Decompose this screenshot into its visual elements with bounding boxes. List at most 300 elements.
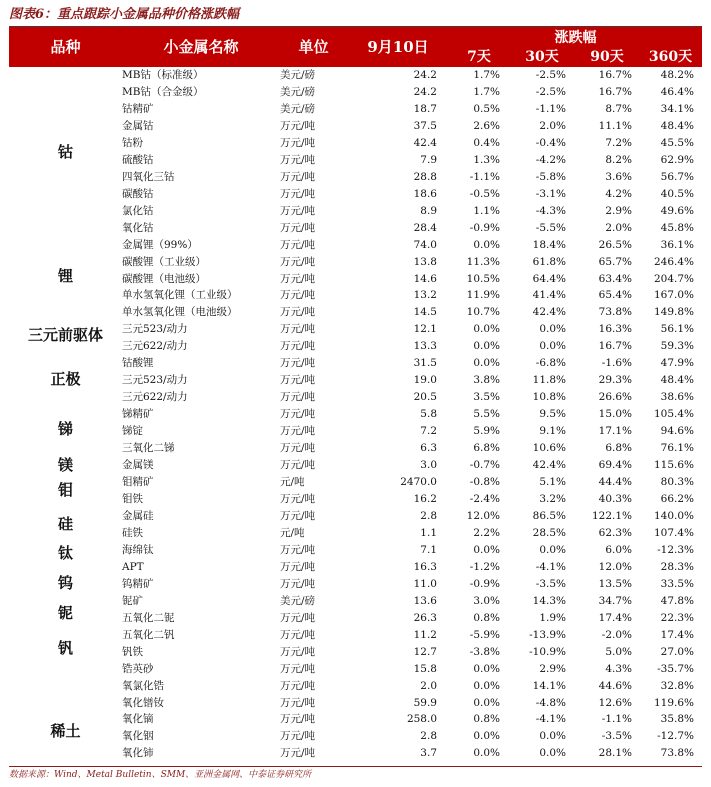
price: 6.3 (420, 442, 437, 455)
unit: 万元/吨 (280, 221, 316, 234)
change-30d: 42.4% (532, 459, 566, 472)
change-90d: 44.6% (598, 679, 632, 692)
change-7d: 10.5% (466, 272, 500, 285)
change-90d: 6.8% (605, 442, 632, 455)
table-row (9, 254, 702, 271)
change-360d: 47.8% (660, 594, 694, 607)
unit: 万元/吨 (280, 153, 316, 166)
change-7d: 3.0% (473, 594, 500, 607)
unit: 万元/吨 (280, 730, 316, 743)
change-7d: 2.6% (473, 119, 500, 132)
unit: 万元/吨 (280, 493, 316, 505)
price: 28.4 (413, 221, 437, 234)
metal-name: 五氧化二铌 (122, 611, 175, 624)
unit: 万元/吨 (280, 357, 316, 370)
change-90d: 29.3% (598, 374, 632, 387)
change-360d: 45.5% (660, 136, 694, 149)
header-price-date: 9月10日 (367, 38, 429, 56)
category-rare-earth: 稀土 (50, 722, 81, 740)
change-360d: 140.0% (653, 509, 694, 522)
metal-name: 碳酸钴 (122, 187, 154, 200)
unit: 万元/吨 (280, 543, 316, 556)
change-7d: 1.7% (473, 69, 500, 81)
change-360d: 32.8% (660, 679, 694, 692)
metal-name: 钴粉 (122, 136, 143, 149)
change-7d: 0.0% (473, 730, 500, 743)
unit: 万元/吨 (280, 577, 316, 590)
change-7d: -0.9% (469, 577, 500, 590)
price: 13.6 (413, 594, 437, 607)
change-90d: 4.3% (605, 662, 632, 675)
price: 258.0 (406, 713, 437, 726)
table-row (9, 237, 702, 254)
change-30d: -10.9% (529, 645, 566, 658)
change-7d: -0.9% (469, 221, 500, 234)
table-row (9, 508, 702, 525)
change-7d: 0.0% (473, 238, 500, 251)
change-90d: 122.1% (591, 509, 632, 522)
change-30d: -4.8% (535, 696, 566, 709)
change-7d: 12.0% (466, 509, 500, 522)
change-7d: 0.0% (473, 543, 500, 556)
table-row (9, 644, 702, 661)
change-360d: 56.1% (660, 323, 694, 336)
price: 2.0 (420, 679, 437, 692)
change-90d: 44.4% (598, 476, 632, 489)
table-row (9, 440, 702, 457)
change-360d: 167.0% (653, 289, 694, 302)
change-7d: -0.8% (469, 476, 500, 489)
metal-name: 钨精矿 (122, 577, 154, 590)
unit: 万元/吨 (280, 509, 316, 522)
table-row (9, 678, 702, 695)
change-30d: 18.4% (532, 238, 566, 251)
change-30d: 42.4% (532, 306, 566, 319)
metal-name: 碳酸锂（电池级） (122, 272, 206, 285)
table-row (9, 203, 702, 220)
metal-name: 碳酸锂（工业级） (122, 255, 206, 268)
metal-name: 氧化镨钕 (122, 696, 164, 709)
change-30d: -4.3% (535, 204, 566, 217)
change-90d: -3.5% (601, 730, 632, 743)
change-30d: 2.0% (539, 119, 566, 132)
change-360d: 36.1% (660, 238, 694, 251)
table-row (9, 169, 702, 186)
change-7d: 1.1% (473, 204, 500, 217)
metal-name: 硫酸钴 (122, 153, 154, 166)
price: 16.3 (413, 560, 437, 573)
change-7d: 11.9% (466, 289, 500, 302)
header-category: 品种 (50, 38, 81, 56)
metal-name: APT (122, 560, 144, 573)
change-360d: 66.2% (660, 493, 694, 505)
metal-name: 单水氢氧化锂（工业级） (122, 289, 238, 302)
change-30d: 9.5% (539, 408, 566, 421)
change-360d: 105.4% (653, 408, 694, 421)
change-30d: 0.0% (539, 340, 566, 353)
table-row (9, 695, 702, 712)
change-360d: 17.4% (660, 628, 694, 641)
change-90d: 63.4% (598, 272, 632, 285)
change-7d: -5.9% (469, 628, 500, 641)
change-7d: 0.8% (473, 713, 500, 726)
metal-name: 氧化铈 (122, 747, 154, 760)
change-30d: 5.1% (539, 476, 566, 489)
change-7d: 1.7% (473, 85, 500, 98)
change-30d: 2.9% (539, 662, 566, 675)
change-7d: 5.9% (473, 425, 500, 438)
header-change: 涨跌幅 (554, 30, 597, 46)
change-30d: -5.5% (535, 221, 566, 234)
category-cathode: 正极 (50, 370, 81, 388)
table-row (9, 84, 702, 101)
change-30d: -6.8% (535, 357, 566, 370)
header-name: 小金属名称 (163, 38, 239, 56)
change-90d: -2.0% (601, 628, 632, 641)
change-360d: 40.5% (660, 187, 694, 200)
price: 7.9 (420, 153, 437, 166)
change-30d: -4.2% (535, 153, 566, 166)
price: 28.8 (413, 170, 437, 183)
change-360d: -12.7% (657, 730, 694, 743)
change-90d: 17.1% (598, 425, 632, 438)
table-row (9, 186, 702, 203)
unit: 元/吨 (280, 526, 305, 539)
change-30d: -3.5% (535, 577, 566, 590)
change-7d: 2.2% (473, 526, 500, 539)
unit: 万元/吨 (280, 272, 316, 285)
table-row (9, 491, 702, 508)
unit: 万元/吨 (280, 442, 316, 455)
change-30d: -1.1% (535, 102, 566, 115)
change-360d: 204.7% (653, 272, 694, 285)
metal-name: 氧化钴 (122, 221, 154, 234)
price: 18.6 (413, 187, 437, 200)
category-molybdenum: 钼 (57, 481, 73, 499)
price: 11.0 (413, 577, 437, 590)
category-vanadium: 钒 (57, 639, 73, 657)
change-7d: 0.0% (473, 357, 500, 370)
price: 8.9 (420, 204, 437, 217)
metal-name: 钼铁 (122, 493, 143, 505)
change-7d: 6.8% (473, 442, 500, 455)
change-7d: -0.5% (469, 187, 500, 200)
metal-name: 硅铁 (122, 526, 143, 539)
change-360d: 119.6% (653, 696, 694, 709)
table-row (9, 610, 702, 627)
price: 24.2 (413, 69, 437, 81)
unit: 万元/吨 (280, 747, 316, 760)
header-unit: 单位 (298, 38, 329, 56)
change-360d: 33.5% (660, 577, 694, 590)
change-30d: 61.8% (532, 255, 566, 268)
change-30d: -2.5% (535, 85, 566, 98)
metal-name: 氧化铟 (122, 730, 154, 743)
change-90d: 3.6% (605, 170, 632, 183)
price: 15.8 (413, 662, 437, 675)
unit: 万元/吨 (280, 119, 316, 132)
change-90d: -1.6% (601, 357, 632, 370)
category-tungsten: 钨 (57, 574, 73, 592)
unit: 元/吨 (280, 476, 305, 489)
header-7d: 7天 (467, 49, 491, 65)
unit: 万元/吨 (280, 425, 316, 438)
change-90d: 40.3% (598, 493, 632, 505)
metal-name: 锑锭 (122, 425, 143, 438)
metal-name: 海绵钛 (122, 543, 154, 556)
unit: 万元/吨 (280, 645, 316, 658)
metal-name: 钒铁 (122, 645, 143, 658)
change-360d: 48.4% (660, 374, 694, 387)
price: 14.6 (413, 272, 437, 285)
change-90d: 6.0% (605, 543, 632, 556)
metal-name: 五氧化二钒 (122, 628, 175, 641)
unit: 万元/吨 (280, 408, 316, 421)
change-7d: 0.8% (473, 611, 500, 624)
change-90d: 73.8% (598, 306, 632, 319)
table-row (9, 135, 702, 152)
category-magnesium: 镁 (57, 456, 73, 474)
metal-name: 三元523/动力 (122, 323, 188, 336)
change-360d: -35.7% (657, 662, 694, 675)
unit: 万元/吨 (280, 459, 316, 472)
metal-name: MB钴（标准级） (122, 69, 204, 81)
change-30d: -13.9% (529, 628, 566, 641)
metal-name: 锑精矿 (122, 408, 154, 421)
change-90d: 26.5% (598, 238, 632, 251)
change-360d: 149.8% (653, 306, 694, 319)
change-90d: 34.7% (598, 594, 632, 607)
change-90d: 65.4% (598, 289, 632, 302)
price: 31.5 (413, 357, 437, 370)
change-360d: 35.8% (660, 713, 694, 726)
change-360d: 115.6% (653, 459, 694, 472)
change-7d: 5.5% (473, 408, 500, 421)
price: 13.3 (413, 340, 437, 353)
metal-name: 金属硅 (122, 509, 154, 522)
unit: 万元/吨 (280, 560, 316, 573)
metal-name: 三氧化二锑 (122, 442, 175, 455)
price: 7.2 (420, 425, 437, 438)
table-row (9, 525, 702, 542)
change-90d: 65.7% (598, 255, 632, 268)
change-360d: 62.9% (660, 153, 694, 166)
unit: 万元/吨 (280, 204, 316, 217)
change-90d: 15.0% (598, 408, 632, 421)
table-row (9, 220, 702, 237)
change-7d: 11.3% (466, 255, 500, 268)
price: 5.8 (420, 408, 437, 421)
table-row (9, 661, 702, 678)
change-7d: 3.5% (473, 391, 500, 404)
metal-name: 三元622/动力 (122, 391, 188, 404)
table-header (9, 28, 702, 67)
change-90d: 12.0% (598, 560, 632, 573)
change-7d: 1.3% (473, 153, 500, 166)
change-7d: -3.8% (469, 645, 500, 658)
price: 13.8 (413, 255, 437, 268)
change-90d: 17.4% (598, 611, 632, 624)
unit: 万元/吨 (280, 391, 316, 404)
change-30d: -0.4% (535, 136, 566, 149)
price: 13.2 (413, 289, 437, 302)
unit: 万元/吨 (280, 679, 316, 692)
unit: 美元/磅 (280, 102, 316, 115)
table-row (9, 287, 702, 304)
change-360d: 73.8% (660, 747, 694, 760)
unit: 万元/吨 (280, 374, 316, 387)
change-360d: 28.3% (660, 560, 694, 573)
unit: 万元/吨 (280, 306, 316, 319)
change-7d: 0.0% (473, 323, 500, 336)
change-30d: -4.1% (535, 713, 566, 726)
change-360d: 22.3% (660, 611, 694, 624)
change-90d: 16.7% (598, 85, 632, 98)
change-7d: 0.0% (473, 662, 500, 675)
unit: 万元/吨 (280, 340, 316, 353)
change-30d: 10.8% (532, 391, 566, 404)
category-silicon: 硅 (57, 515, 73, 533)
price: 2.8 (420, 509, 437, 522)
table-row (9, 745, 702, 762)
table-row (9, 372, 702, 389)
unit: 万元/吨 (280, 696, 316, 709)
table-row (9, 101, 702, 118)
metal-name: 金属锂（99%） (122, 238, 198, 251)
source-note: 数据来源：Wind、Metal Bulletin、SMM、亚洲金属网、中泰证券研究所 (9, 770, 312, 780)
change-30d: 9.1% (539, 425, 566, 438)
price: 59.9 (413, 696, 437, 709)
price: 20.5 (413, 391, 437, 404)
change-7d: 0.0% (473, 679, 500, 692)
metal-name: 钼精矿 (122, 476, 154, 489)
change-360d: 48.4% (660, 119, 694, 132)
change-360d: 246.4% (653, 255, 694, 268)
change-30d: 10.6% (532, 442, 566, 455)
category-ternary-precursor: 三元前驱体 (27, 326, 103, 344)
table-row (9, 67, 702, 84)
price: 24.2 (413, 85, 437, 98)
table-row (9, 593, 702, 610)
category-lithium: 锂 (57, 267, 73, 285)
unit: 万元/吨 (280, 662, 316, 675)
table-row (9, 420, 702, 440)
metal-name: 氯化钴 (122, 204, 154, 217)
price: 3.7 (420, 747, 437, 760)
unit: 万元/吨 (280, 187, 316, 200)
change-360d: 34.1% (660, 102, 694, 115)
change-7d: 0.5% (473, 102, 500, 115)
change-7d: 0.0% (473, 340, 500, 353)
change-360d: 107.4% (653, 526, 694, 539)
change-30d: -3.1% (535, 187, 566, 200)
category-cobalt: 钴 (57, 143, 73, 161)
change-30d: 28.5% (532, 526, 566, 539)
table-row (9, 711, 702, 728)
unit: 美元/磅 (280, 69, 316, 81)
metal-name: 金属钴 (122, 119, 154, 132)
change-30d: 1.9% (539, 611, 566, 624)
change-90d: 13.5% (598, 577, 632, 590)
change-30d: 14.1% (532, 679, 566, 692)
change-90d: 26.6% (598, 391, 632, 404)
change-30d: 86.5% (532, 509, 566, 522)
change-7d: -1.1% (469, 170, 500, 183)
table-row (9, 152, 702, 169)
metal-name: 三元523/动力 (122, 374, 188, 387)
price: 26.3 (413, 611, 437, 624)
metal-name: 单水氢氧化锂（电池级） (122, 306, 238, 319)
price: 16.2 (413, 493, 437, 505)
change-7d: 0.4% (473, 136, 500, 149)
change-90d: 28.1% (598, 747, 632, 760)
price: 37.5 (413, 119, 437, 132)
table-row (9, 559, 702, 576)
metal-name: 钴酸锂 (122, 357, 154, 370)
table-row (9, 338, 702, 355)
price: 14.5 (413, 306, 437, 319)
metal-name: 四氧化三钴 (122, 170, 175, 183)
metal-name: 氧化镝 (122, 713, 154, 726)
change-90d: 16.3% (598, 323, 632, 336)
header-360d: 360天 (648, 49, 693, 65)
change-360d: 49.6% (660, 204, 694, 217)
table-row (9, 542, 702, 559)
change-90d: 12.6% (598, 696, 632, 709)
table-row (9, 271, 702, 288)
change-30d: -5.8% (535, 170, 566, 183)
change-30d: 0.0% (539, 747, 566, 760)
change-90d: 8.7% (605, 102, 632, 115)
price: 1.1 (420, 526, 437, 539)
table-row (9, 304, 702, 321)
unit: 万元/吨 (280, 323, 316, 336)
bottom-divider (9, 766, 702, 767)
table-row (9, 627, 702, 644)
change-360d: 45.8% (660, 221, 694, 234)
change-90d: -1.1% (601, 713, 632, 726)
change-360d: 27.0% (660, 645, 694, 658)
change-360d: 94.6% (660, 425, 694, 438)
change-90d: 62.3% (598, 526, 632, 539)
unit: 万元/吨 (280, 713, 316, 726)
change-90d: 16.7% (598, 69, 632, 81)
table-row (9, 321, 702, 338)
change-360d: 47.9% (660, 357, 694, 370)
change-90d: 4.2% (605, 187, 632, 200)
change-7d: 0.0% (473, 747, 500, 760)
change-90d: 2.9% (605, 204, 632, 217)
unit: 万元/吨 (280, 170, 316, 183)
price: 18.7 (413, 102, 437, 115)
change-7d: -1.2% (469, 560, 500, 573)
change-30d: -4.1% (535, 560, 566, 573)
unit: 万元/吨 (280, 289, 316, 302)
price: 42.4 (413, 136, 437, 149)
change-90d: 16.7% (598, 340, 632, 353)
change-7d: 3.8% (473, 374, 500, 387)
table-row (9, 118, 702, 135)
change-90d: 8.2% (605, 153, 632, 166)
change-360d: 48.2% (660, 69, 694, 81)
unit: 万元/吨 (280, 611, 316, 624)
table-row (9, 406, 702, 423)
change-90d: 7.2% (605, 136, 632, 149)
change-90d: 2.0% (605, 221, 632, 234)
change-30d: -2.5% (535, 69, 566, 81)
change-90d: 11.1% (598, 119, 632, 132)
change-30d: 41.4% (532, 289, 566, 302)
